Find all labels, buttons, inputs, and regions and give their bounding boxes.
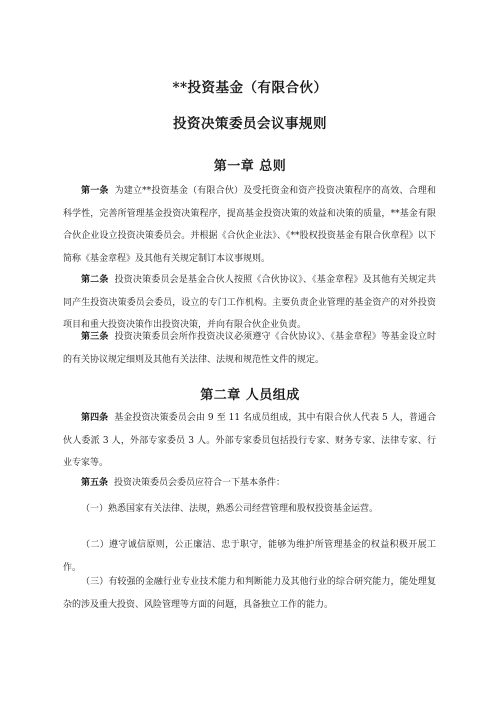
document-title-rules: 投资决策委员会议事规则 [173,116,327,132]
article-3 [63,326,436,371]
chapter-heading-personnel: 第二章 人员组成 [200,388,300,403]
article-text: 投资决策委员会所作投资决议必须遵守《合伙协议》、《基金章程》等基金设立时的有关协议规定细则及其他有关法律、法规和规范性文件的规定。 [63,332,436,365]
article-text: 投资决策委员会委员应符合一下基本条件： [114,478,286,488]
article-label: 第三条 [81,332,109,342]
chapter-heading-general: 第一章 总则 [213,159,287,174]
article-label: 第五条 [81,478,109,488]
article-1 [63,180,436,270]
condition-item-3: （三）有较强的金融行业专业技术能力和判断能力及其他行业的综合研究能力，能处理复杂的涉及重大投资、风险管理等方面的问题，具备独立工作的能力。 [63,577,436,610]
article-text: 投资决策委员会是基金合伙人按照《合伙协议》、《基金章程》及其他有关规定共同产生投资决策委员会委员，设立的专门工作机构。主要负责企业管理的基金资产的对外投资项目和重大投资决策作出投资决策，并向有限合伙企业负责。 [63,275,436,330]
condition-item-2: （二）遵守诚信原则，公正廉洁、忠于职守，能够为维护所管理基金的权益积极开展工作。 [63,540,436,573]
article-text: 为建立**投资基金（有限合伙）及受托资金和资产投资决策程序的高效、合理和科学性，完善所管理基金投资决策程序，提高基金投资决策的效益和决策的质量，**基金有限合伙企业设立投资决策委员会。并根据《合伙企业法》、《**股权投资基金有限合伙章程》以下简称《基金章程》及其他有关规定制订本议事规则。 [63,186,436,264]
article-text: 基金投资决策委员会由 9 至 11 名成员组成，其中有限合伙人代表 5 人，普通合伙人委派 3 人，外部专家委员 3 人。外部专家委员包括投行专家、财务专家、法律专家、行业专家等。 [63,413,436,468]
article-label: 第二条 [81,275,109,285]
article-label: 第一条 [81,186,109,196]
article-4 [63,407,436,475]
condition-item-1: （一）熟悉国家有关法律、法规，熟悉公司经营管理和股权投资基金运营。 [81,504,379,514]
article-5 [63,472,436,495]
document-title-fund-name: **投资基金（有限合伙） [172,80,328,96]
article-label: 第四条 [81,413,109,423]
